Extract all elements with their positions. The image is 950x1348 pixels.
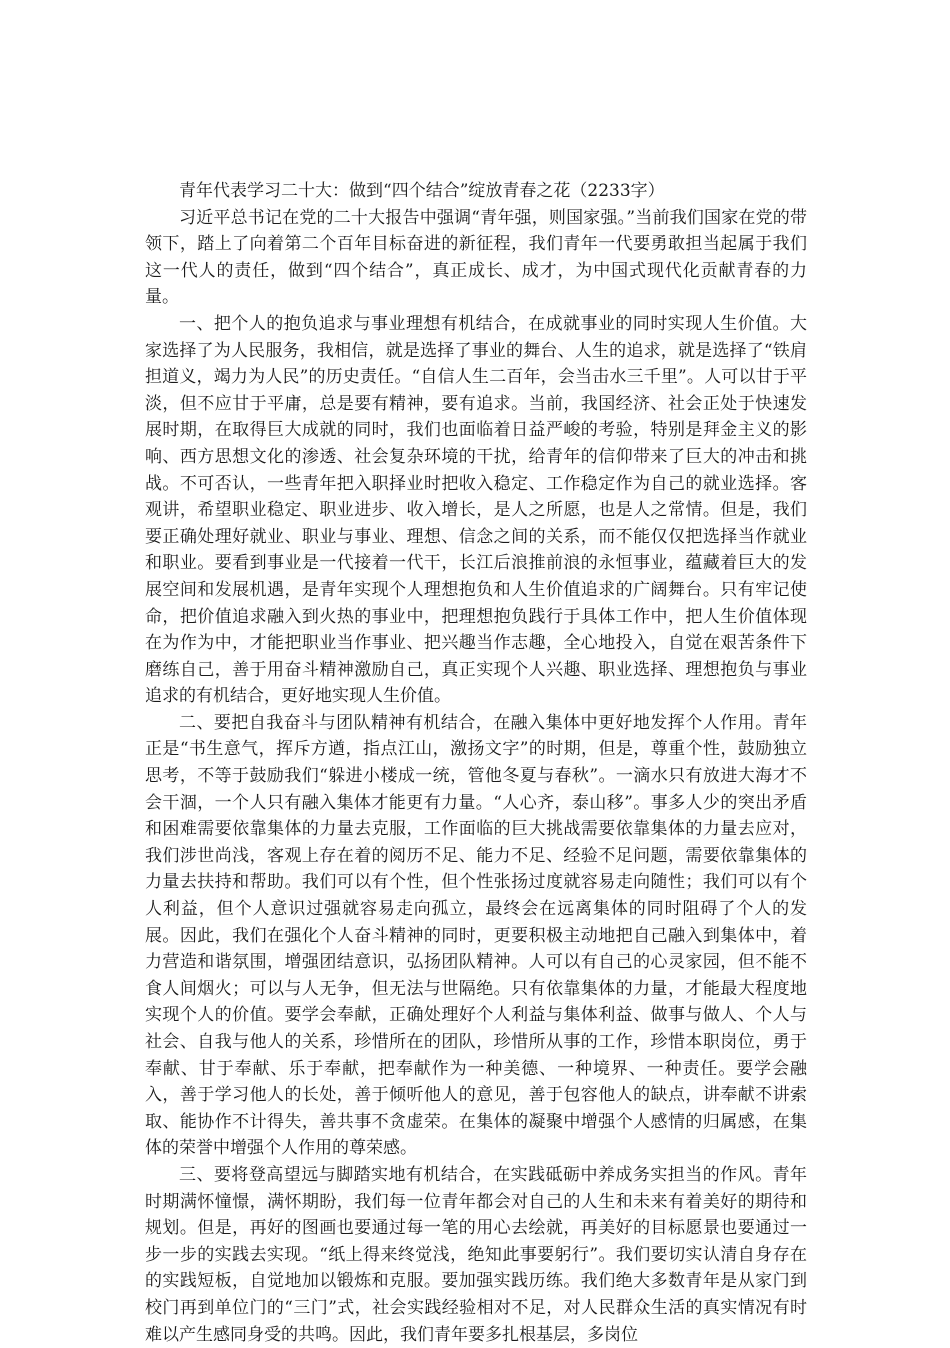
paragraph-section-2: 二、要把自我奋斗与团队精神有机结合，在融入集体中更好地发挥个人作用。青年正是“书生意气，挥斥方遒，指点江山，激扬文字”的时期，但是，尊重个性，鼓励独立思考，不等于鼓励我们“躲进小楼成一统，管他冬夏与春秋”。一滴水只有放进大海才不会干涸，一个人只有融入集体才能更有力量。“人心齐，泰山移”。事多人少的突出矛盾和困难需要依靠集体的力量去克服，工作面临的巨大挑战需要依靠集体的力量去应对，我们涉世尚浅，客观上存在着的阅历不足、能力不足、经验不足问题，需要依靠集体的力量去扶持和帮助。我们可以有个性，但个性张扬过度就容易走向随性；我们可以有个人利益，但个人意识过强就容易走向孤立，最终会在远离集体的同时阻碍了个人的发展。因此，我们在强化个人奋斗精神的同时，更要积极主动地把自己融入到集体中，着力营造和谐氛围，增强团结意识，弘扬团队精神。人可以有自己的心灵家园，但不能不食人间烟火；可以与人无争，但无法与世隔绝。只有依靠集体的力量，才能最大程度地实现个人的价值。要学会奉献，正确处理好个人利益与集体利益、做事与做人、个人与社会、自我与他人的关系，珍惜所在的团队，珍惜所从事的工作，珍惜本职岗位，勇于奉献、甘于奉献、乐于奉献，把奉献作为一种美德、一种境界、一种责任。要学会融入，善于学习他人的长处，善于倾听他人的意见，善于包容他人的缺点，讲奉献不讲索取、能协作不计得失，善共事不贪虚荣。在集体的凝聚中增强个人感情的归属感，在集体的荣誉中增强个人作用的尊荣感。 — [145, 712, 807, 1159]
paragraph-section-3: 三、要将登高望远与脚踏实地有机结合，在实践砥砺中养成务实担当的作风。青年时期满怀憧憬，满怀期盼，我们每一位青年都会对自己的人生和未来有着美好的期待和规划。但是，再好的图画也要通过每一笔的用心去绘就，再美好的目标愿景也要通过一步一步的实践去实现。“纸上得来终觉浅，绝知此事要躬行”。我们要切实认清自身存在的实践短板，自觉地加以锻炼和克服。要加强实践历练。我们绝大多数青年是从家门到校门再到单位门的“三门”式，社会实践经验相对不足，对人民群众生活的真实情况有时难以产生感同身受的共鸣。因此，我们青年要多扎根基层，多岗位 — [145, 1164, 807, 1345]
paragraph-intro: 习近平总书记在党的二十大报告中强调“青年强，则国家强。”当前我们国家在党的带领下，踏上了向着第二个百年目标奋进的新征程，我们青年一代要勇敢担当起属于我们这一代人的责任，做到“四个结合”，真正成长、成才，为中国式现代化贡献青春的力量。 — [145, 207, 807, 308]
document-body — [145, 178, 807, 1348]
paragraph-section-1: 一、把个人的抱负追求与事业理想有机结合，在成就事业的同时实现人生价值。大家选择了为人民服务，我相信，就是选择了事业的舞台、人生的追求，就是选择了“铁肩担道义，竭力为人民”的历史责任。“自信人生二百年，会当击水三千里”。人可以甘于平淡，但不应甘于平庸，总是要有精神，要有追求。当前，我国经济、社会正处于快速发展时期，在取得巨大成就的同时，我们也面临着日益严峻的考验，特别是拜金主义的影响、西方思想文化的渗透、社会复杂环境的干扰，给青年的信仰带来了巨大的冲击和挑战。不可否认，一些青年把入职择业时把收入稳定、工作稳定作为自己的就业选择。客观讲，希望职业稳定、职业进步、收入增长，是人之所愿，也是人之常情。但是，我们要正确处理好就业、职业与事业、理想、信念之间的关系，而不能仅仅把选择当作就业和职业。要看到事业是一代接着一代干，长江后浪推前浪的永恒事业，蕴藏着巨大的发展空间和发展机遇，是青年实现个人理想抱负和人生价值追求的广阔舞台。只有牢记使命，把价值追求融入到火热的事业中，把理想抱负践行于具体工作中，把人生价值体现在为作为中，才能把职业当作事业、把兴趣当作志趣，全心地投入，自觉在艰苦条件下磨练自己，善于用奋斗精神激励自己，真正实现个人兴趣、职业选择、理想抱负与事业追求的有机结合，更好地实现人生价值。 — [145, 313, 807, 707]
document-title: 青年代表学习二十大：做到“四个结合”绽放青春之花（2233字） — [179, 181, 665, 201]
